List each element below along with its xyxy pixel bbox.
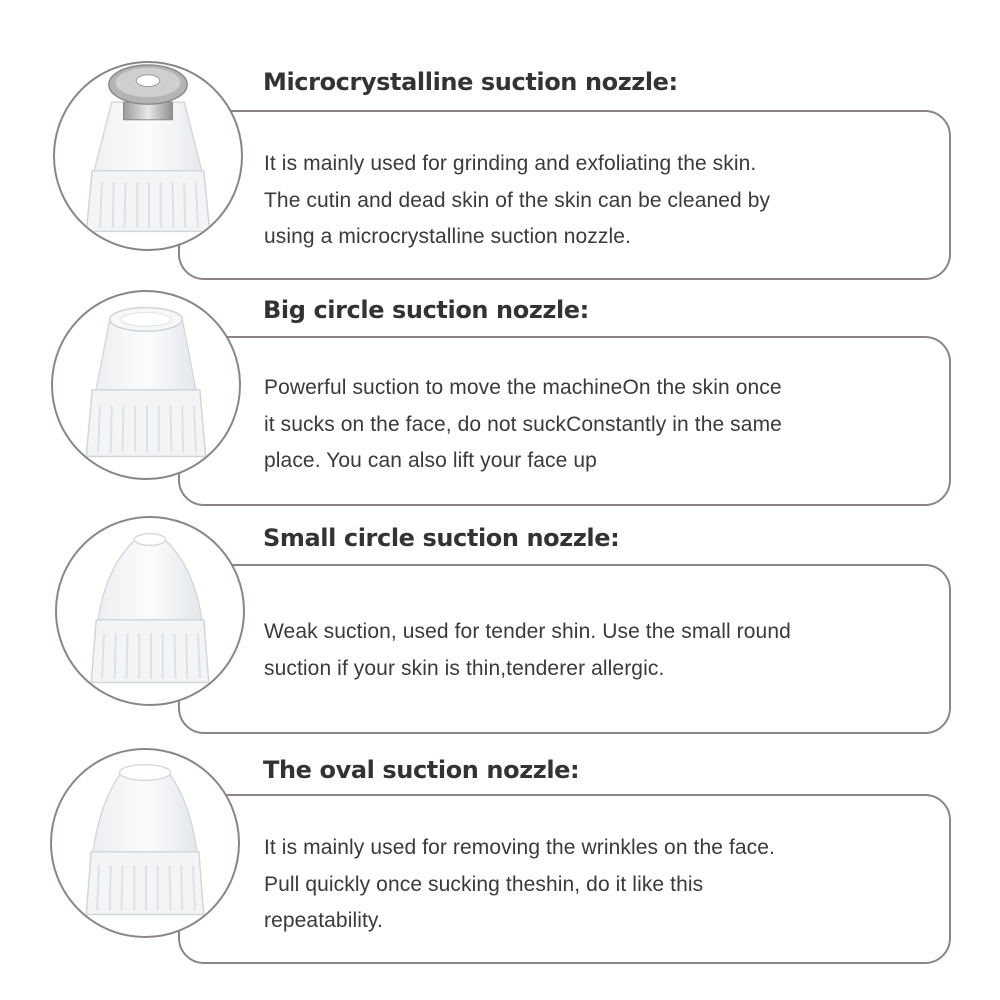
description-box <box>178 110 951 280</box>
nozzle-section-oval <box>0 756 1000 986</box>
description-line: repeatability. <box>264 909 383 932</box>
description-text <box>264 370 909 480</box>
small-circle-nozzle-icon <box>55 516 245 706</box>
description-line: suction if your skin is thin,tenderer allergic. <box>264 656 665 680</box>
description-text <box>264 614 909 687</box>
description-line: it sucks on the face, do not suckConstantly in the same <box>264 412 782 436</box>
nozzle-title: Small circle suction nozzle: <box>263 524 620 552</box>
description-line: It is mainly used for grinding and exfoliating the skin. <box>264 152 757 175</box>
nozzle-section-big-circle <box>0 296 1000 526</box>
description-line: It is mainly used for removing the wrinkles on the face. <box>264 836 775 859</box>
description-box <box>178 336 951 506</box>
description-text <box>264 146 909 256</box>
oval-nozzle-icon <box>50 748 240 938</box>
description-box <box>178 794 951 964</box>
nozzle-title: Microcrystalline suction nozzle: <box>263 68 678 96</box>
nozzle-title: Big circle suction nozzle: <box>263 296 589 324</box>
description-line: using a microcrystalline suction nozzle. <box>264 225 631 248</box>
microcrystalline-nozzle-icon <box>53 61 243 251</box>
description-line: Weak suction, used for tender shin. Use the small round <box>264 620 791 643</box>
description-line: The cutin and dead skin of the skin can be cleaned by <box>264 188 771 212</box>
description-line: Powerful suction to move the machineOn the skin once <box>264 376 782 399</box>
big-circle-nozzle-icon <box>51 290 241 480</box>
description-box <box>178 564 951 734</box>
description-line: place. You can also lift your face up <box>264 449 597 472</box>
description-text <box>264 830 909 940</box>
nozzle-title: The oval suction nozzle: <box>263 756 580 784</box>
description-line: Pull quickly once sucking theshin, do it like this <box>264 872 704 896</box>
nozzle-section-small-circle <box>0 524 1000 754</box>
nozzle-section-microcrystalline <box>0 68 1000 298</box>
